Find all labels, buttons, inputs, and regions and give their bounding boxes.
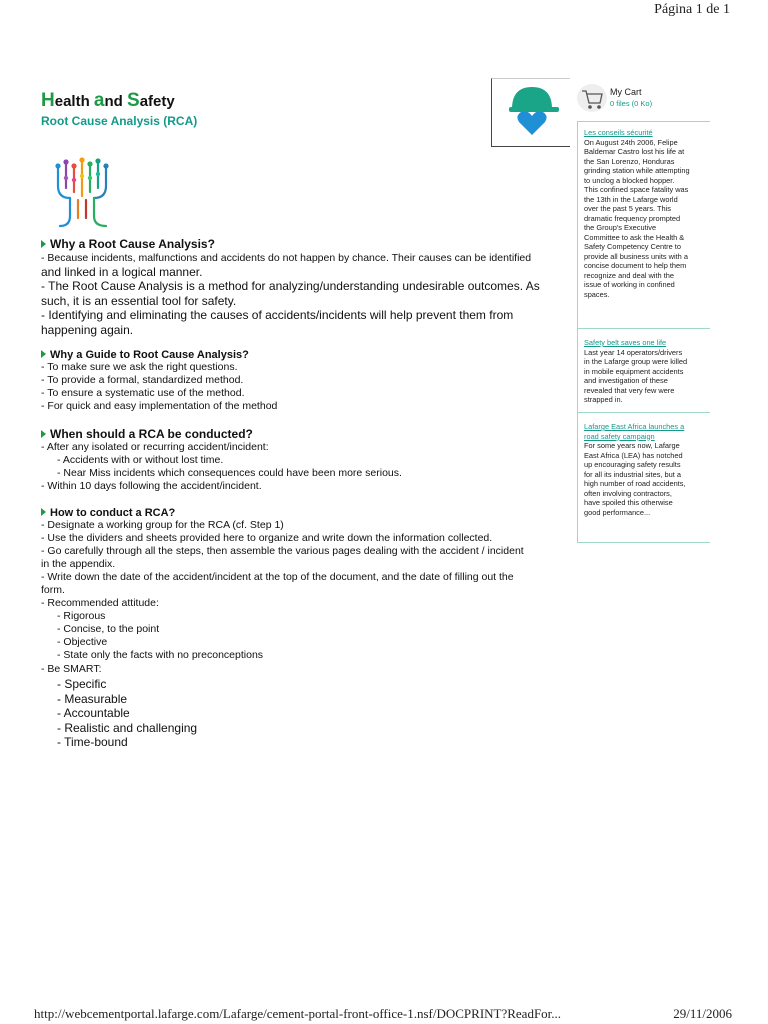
news-text: to unclog a blocked hopper. bbox=[584, 175, 675, 185]
news-text: in mobile equipment accidents bbox=[584, 366, 684, 376]
body-line: form. bbox=[41, 584, 65, 596]
section-heading-text: When should a RCA be conducted? bbox=[50, 427, 253, 441]
body-line: - Measurable bbox=[57, 691, 128, 706]
section-why-guide bbox=[41, 349, 571, 413]
body-line: - Concise, to the point bbox=[57, 623, 160, 635]
body-line: and linked in a logical manner. bbox=[41, 265, 203, 279]
news-text: good performance... bbox=[584, 507, 651, 517]
news-divider bbox=[578, 328, 710, 329]
footer-url: http://webcementportal.lafarge.com/Lafarge/cement-portal-front-office-1.nsf/DOCPRINT?ReadFor... bbox=[34, 1006, 562, 1021]
news-text: East Africa (LEA) has notched bbox=[584, 450, 683, 460]
body-line: - Time-bound bbox=[57, 735, 128, 749]
section-heading bbox=[41, 427, 571, 441]
news-text: have spoiled this otherwise bbox=[584, 498, 673, 507]
body-line: - Within 10 days following the accident/incident. bbox=[41, 480, 262, 492]
title-part: nd bbox=[104, 93, 127, 110]
section-how bbox=[41, 507, 571, 750]
news-text: spaces. bbox=[584, 289, 610, 299]
body-line: - Write down the date of the accident/incident at the top of the document, and the date of filling out the bbox=[41, 571, 514, 583]
cart-label[interactable]: My Cart bbox=[610, 87, 642, 97]
section-heading-text: Why a Root Cause Analysis? bbox=[50, 237, 215, 251]
body-line: - Designate a working group for the RCA (cf. Step 1) bbox=[41, 519, 284, 531]
helmet-heart-logo-icon bbox=[491, 78, 570, 147]
body-line: - For quick and easy implementation of the method bbox=[41, 400, 278, 412]
title-initial-s: S bbox=[127, 90, 140, 111]
shopping-cart-icon[interactable] bbox=[577, 84, 607, 112]
body-line: - Be SMART: bbox=[41, 663, 102, 675]
news-item bbox=[584, 128, 706, 299]
body-line: - Accountable bbox=[57, 706, 130, 720]
body-line: - Recommended attitude: bbox=[41, 597, 159, 609]
body-line: such, it is an essential tool for safety. bbox=[41, 293, 237, 308]
news-text: dramatic frequency prompted bbox=[584, 213, 681, 223]
news-text: Baldemar Castro lost his life at bbox=[584, 147, 685, 156]
section-why-rca bbox=[41, 237, 571, 337]
news-divider bbox=[578, 412, 710, 413]
body-line: - Use the dividers and sheets provided here to organize and write down the information collected. bbox=[41, 532, 493, 544]
body-line: - Go carefully through all the steps, then assemble the various pages dealing with the accident / incident bbox=[41, 545, 524, 557]
news-text: This confined space fatality was bbox=[584, 185, 689, 194]
page-title bbox=[41, 90, 175, 112]
news-text: strapped in. bbox=[584, 395, 623, 404]
body-line: - Identifying and eliminating the causes of accidents/incidents will help prevent them from bbox=[41, 308, 514, 322]
body-line: - After any isolated or recurring accident/incident: bbox=[41, 441, 269, 453]
section-when bbox=[41, 427, 571, 493]
news-text: On August 24th 2006, Felipe bbox=[584, 137, 678, 147]
body-line: - Near Miss incidents which consequences could have been more serious. bbox=[57, 467, 402, 479]
news-text: concise document to help them bbox=[584, 261, 687, 270]
body-line: - To provide a formal, standardized method. bbox=[41, 374, 244, 386]
news-text: For some years now, Lafarge bbox=[584, 441, 680, 450]
section-heading bbox=[41, 349, 571, 361]
news-text: Safety Competency Centre to bbox=[584, 242, 681, 251]
news-link-conseils-securite[interactable]: Les conseils sécurité bbox=[584, 128, 653, 137]
news-item bbox=[584, 338, 706, 405]
body-line: - Specific bbox=[57, 677, 107, 691]
news-link-east-africa[interactable]: road safety campaign bbox=[584, 431, 655, 441]
news-text: often involving contractors, bbox=[584, 488, 672, 498]
news-text: recognize and deal with the bbox=[584, 270, 674, 280]
body-line: - To make sure we ask the right questions. bbox=[41, 361, 238, 373]
body-line: in the appendix. bbox=[41, 558, 116, 570]
news-text: for all its industrial sites, but a bbox=[584, 469, 681, 479]
cart-files-count: 0 files (0 Ko) bbox=[610, 99, 653, 108]
my-cart[interactable] bbox=[577, 84, 717, 114]
decorative-circuit-tree-icon bbox=[50, 156, 120, 239]
news-text: provide all business units with a bbox=[584, 251, 688, 261]
news-text: in the Lafarge group were killed bbox=[584, 357, 688, 366]
body-line: - Objective bbox=[57, 636, 108, 648]
bullet-arrow-icon bbox=[41, 350, 46, 358]
news-link-safety-belt[interactable]: Safety belt saves one life bbox=[584, 338, 667, 347]
news-text: Last year 14 operators/drivers bbox=[584, 347, 683, 357]
news-text: the 13th in the Lafarge world bbox=[584, 194, 678, 204]
page-subtitle: Root Cause Analysis (RCA) bbox=[41, 114, 198, 128]
news-link-east-africa[interactable]: Lafarge East Africa launches a bbox=[584, 422, 685, 431]
body-line: - Realistic and challenging bbox=[57, 720, 198, 735]
news-item bbox=[584, 422, 706, 517]
section-heading bbox=[41, 507, 571, 519]
title-initial-a: a bbox=[93, 90, 105, 111]
body-line: - The Root Cause Analysis is a method for analyzing/understanding undesirable outcomes. As bbox=[41, 279, 540, 293]
news-sidebar bbox=[577, 121, 710, 543]
page-number: Página 1 de 1 bbox=[654, 2, 730, 17]
title-part: ealth bbox=[54, 93, 94, 110]
body-line: - Accidents with or without lost time. bbox=[57, 454, 224, 466]
footer-date: 29/11/2006 bbox=[673, 1006, 732, 1021]
section-heading-text: Why a Guide to Root Cause Analysis? bbox=[50, 349, 249, 361]
news-text: over the past 5 years. This bbox=[584, 204, 671, 213]
news-text: the San Lorenzo, Honduras bbox=[584, 156, 675, 166]
bullet-arrow-icon bbox=[41, 430, 46, 438]
news-text: up encouraging safety results bbox=[584, 460, 681, 469]
section-heading-text: How to conduct a RCA? bbox=[50, 507, 176, 519]
body-line: happening again. bbox=[41, 322, 134, 337]
title-initial-h: H bbox=[41, 90, 55, 111]
bullet-arrow-icon bbox=[41, 508, 46, 516]
section-heading bbox=[41, 237, 571, 251]
body-line: - Rigorous bbox=[57, 610, 106, 622]
title-part: afety bbox=[139, 93, 175, 110]
bullet-arrow-icon bbox=[41, 240, 46, 248]
body-line: - To ensure a systematic use of the method. bbox=[41, 387, 245, 399]
body-line: - State only the facts with no preconceptions bbox=[57, 649, 264, 661]
news-text: high number of road accidents, bbox=[584, 479, 686, 488]
news-text: revealed that very few were bbox=[584, 385, 675, 395]
news-text: and investigation of these bbox=[584, 376, 668, 385]
news-text: grinding station while attempting bbox=[584, 166, 690, 175]
news-text: Committee to ask the Health & bbox=[584, 232, 685, 242]
news-text: issue of working in confined bbox=[584, 280, 675, 289]
news-text: the Group's Executive bbox=[584, 223, 657, 232]
body-line: - Because incidents, malfunctions and accidents do not happen by chance. Their causes can be identified bbox=[41, 252, 532, 264]
